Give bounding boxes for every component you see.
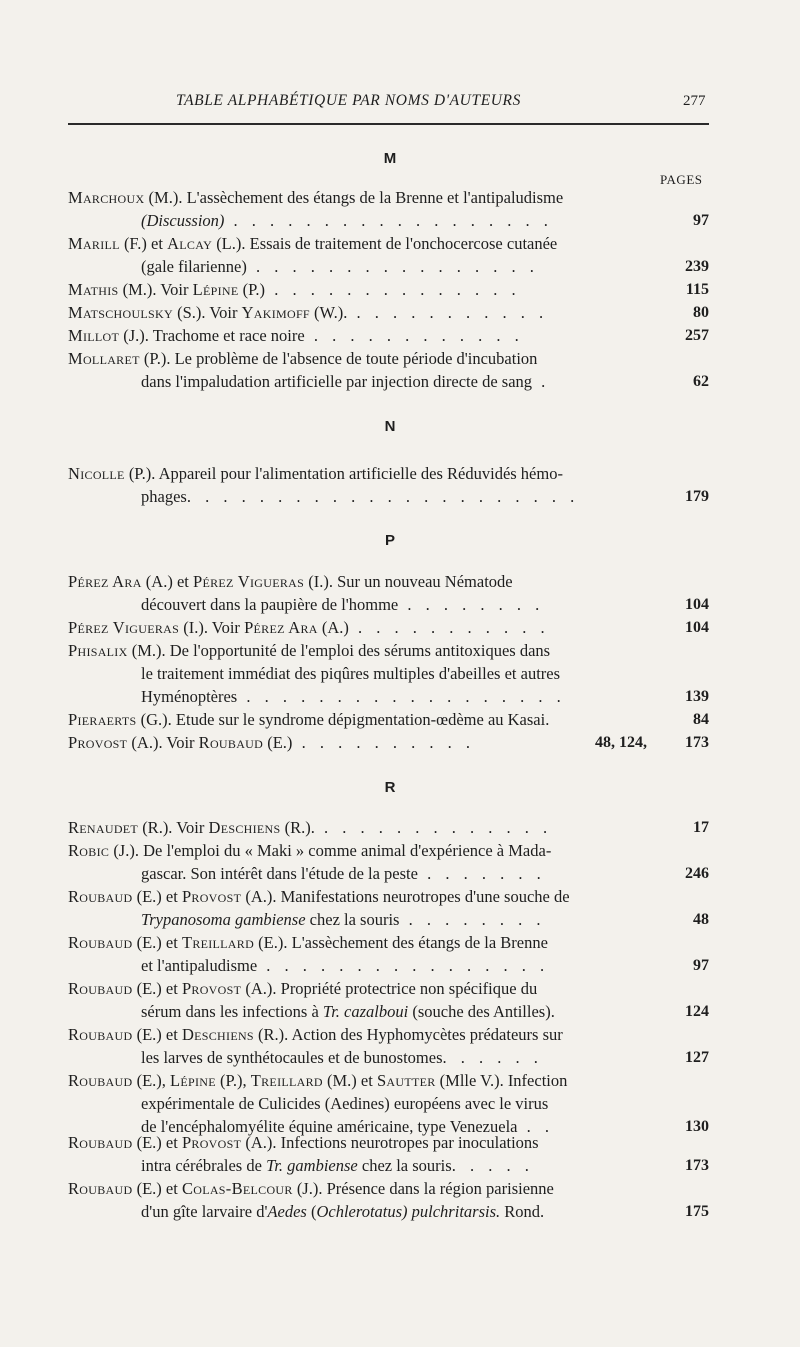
page-ref: 115: [685, 281, 709, 298]
entry-line: [68, 1023, 668, 1046]
page-ref: 239: [685, 258, 709, 275]
entry-text: Ochlerotatus) pulchritarsis.: [316, 1202, 501, 1221]
entry-text: Sautter: [376, 1071, 436, 1090]
entry-text: (R.).: [280, 818, 315, 837]
entry-text: (Mlle V.). Infection: [435, 1071, 568, 1090]
entry-line: [68, 731, 548, 754]
entry-text: (L.). Essais de traitement de l'onchocercose cutanée: [212, 234, 558, 253]
entry-line: [141, 370, 668, 393]
entry-text: dans l'impaludation artificielle par injection directe de sang: [141, 372, 533, 391]
entry-text: (W.).: [309, 303, 348, 322]
entry-text: (P.),: [215, 1071, 251, 1090]
entry-text: (E.). L'assèchement des étangs de la Brenne: [254, 933, 548, 952]
page-ref: 104: [685, 596, 709, 613]
entry-text: . . . . .: [451, 1156, 534, 1175]
entry-text: (J.). Présence dans la région parisienne: [292, 1179, 554, 1198]
author-name: Pérez Ara: [68, 572, 142, 591]
author-name: Roubaud: [68, 1133, 133, 1152]
page-ref: 17: [693, 819, 709, 836]
entry-text: Pérez Vigueras: [193, 572, 305, 591]
entry-text: (E.) et: [132, 1133, 182, 1152]
entry-text: gascar. Son intérêt dans l'étude de la peste: [141, 864, 418, 883]
entry-text: Hyménoptères: [141, 687, 238, 706]
author-name: Renaudet: [68, 818, 139, 837]
author-name: Mollaret: [68, 349, 140, 368]
page-ref: 257: [685, 327, 709, 344]
author-name: Roubaud: [68, 933, 133, 952]
entry-line: [141, 255, 668, 278]
page-ref: 175: [685, 1203, 709, 1220]
page-ref: 246: [685, 865, 709, 882]
author-name: Roubaud: [68, 979, 133, 998]
entry-line: [68, 839, 668, 862]
page-number: 277: [683, 93, 706, 109]
page-ref: 173: [685, 734, 709, 751]
entry-text: chez la souris: [305, 910, 400, 929]
entry-line: [141, 862, 668, 885]
entry-line: [68, 570, 668, 593]
entry-text: (M.). De l'opportunité de l'emploi des sérums antitoxiques dans: [127, 641, 551, 660]
page-ref: 84: [693, 711, 709, 728]
entry-line: [68, 462, 668, 485]
entry-line: [141, 685, 668, 708]
entry-text: . . . . . . . . . . . . . . . .: [257, 956, 550, 975]
entry-text: phages: [141, 487, 187, 506]
page-ref: 104: [685, 619, 709, 636]
page-ref: 97: [693, 212, 709, 229]
entry-line: [141, 1046, 668, 1069]
entry-text: Lépine: [192, 280, 239, 299]
entry-text: le traitement immédiat des piqûres multiples d'abeilles et autres: [141, 664, 561, 683]
entry-text: . . . . . . .: [417, 864, 546, 883]
page-ref: 80: [693, 304, 709, 321]
author-name: Roubaud: [68, 887, 133, 906]
entry-text: (E.) et: [132, 979, 182, 998]
author-name: Provost: [68, 733, 128, 752]
author-name: Roubaud: [68, 1025, 133, 1044]
page-ref: 48: [693, 911, 709, 928]
entry-text: (F.) et: [119, 234, 168, 253]
entry-text: . . . . . . . . . . . .: [304, 326, 524, 345]
entry-line: [68, 1177, 668, 1200]
entry-line: [68, 616, 668, 639]
author-name: Roubaud: [68, 1179, 133, 1198]
entry-text: . . . . . . . . . . . . . . . . . .: [237, 687, 566, 706]
entry-line: [68, 1131, 668, 1154]
running-head: [0, 92, 800, 112]
entry-line: [68, 977, 668, 1000]
running-title: TABLE ALPHABÉTIQUE PAR NOMS D'AUTEURS: [176, 92, 521, 109]
entry-text: intra cérébrales de: [141, 1156, 267, 1175]
entry-text: (P.): [238, 280, 266, 299]
entry-text: Trypanosoma gambiense: [141, 910, 306, 929]
author-name: Matschoulsky: [68, 303, 173, 322]
entry-text: Roubaud: [198, 733, 264, 752]
author-name: Marchoux: [68, 188, 145, 207]
section-letter-n: N: [384, 418, 396, 435]
entry-text: (A.): [317, 618, 349, 637]
entry-text: Colas-Belcour: [181, 1179, 293, 1198]
entry-text: . . . . . . . . . . . . . . . . . . . . . .: [186, 487, 580, 506]
entry-text: (E.) et: [132, 933, 182, 952]
entry-text: (A.). Propriété protectrice non spécifique du: [241, 979, 538, 998]
author-name: Robic: [68, 841, 110, 860]
page-ref: 62: [693, 373, 709, 390]
entry-text: . . . . . . . . . . . . .: [314, 818, 553, 837]
entry-text: (I.). Voir: [179, 618, 245, 637]
page-ref: 124: [685, 1003, 709, 1020]
entry-text: Alcay: [167, 234, 213, 253]
entry-text: (gale filarienne): [141, 257, 247, 276]
entry-line: (Discussion) . . . . . . . . . . . . . . . . . .: [141, 211, 553, 230]
author-name: Marill: [68, 234, 120, 253]
entry-text: (A.) et: [141, 572, 193, 591]
entry-line: [141, 485, 668, 508]
author-name: Mathis: [68, 280, 119, 299]
entry-text: sérum dans les infections à: [141, 1002, 323, 1021]
entry-text: . . . . . . . . . . . . . .: [265, 280, 521, 299]
entry-text: d'un gîte larvaire d': [141, 1202, 268, 1221]
entry-text: Tr. gambiense: [266, 1156, 358, 1175]
entry-text: . . . . . . . . . .: [292, 733, 475, 752]
entry-text: Deschiens: [208, 818, 281, 837]
entry-text: Provost: [181, 887, 242, 906]
author-name: Pieraerts: [68, 710, 137, 729]
entry-line: [68, 1069, 709, 1092]
entry-text: (E.),: [132, 1071, 171, 1090]
entry-line: [141, 1200, 668, 1223]
entry-text: (E.) et: [132, 1179, 182, 1198]
entry-text: (M.) et: [322, 1071, 377, 1090]
entry-text: Tr. cazalboui: [322, 1002, 409, 1021]
entry-line: [68, 639, 668, 662]
entry-text: de l'encéphalomyélite équine américaine, type Venezuela: [141, 1117, 518, 1136]
entry-line: [141, 1154, 668, 1177]
entry-line: [68, 301, 668, 324]
entry-text: . . . . . . . . . . .: [347, 303, 549, 322]
entry-text: Rond.: [500, 1202, 545, 1221]
author-name: Phisalix: [68, 641, 128, 660]
entry-line: [141, 954, 668, 977]
entry-text: (R.). Action des Hyphomycètes prédateurs sur: [253, 1025, 563, 1044]
entry-text: (A.). Voir: [127, 733, 199, 752]
author-name: Roubaud: [68, 1071, 133, 1090]
entry-line: [68, 885, 668, 908]
entry-text: (E.): [263, 733, 293, 752]
entry-line: [141, 593, 668, 616]
page-ref: 173: [685, 1157, 709, 1174]
entry-text: (: [306, 1202, 317, 1221]
entry-text: Deschiens: [181, 1025, 254, 1044]
section-letter-m: M: [383, 150, 397, 167]
entry-text: Provost: [181, 1133, 242, 1152]
entry-text: (J.). Trachome et race noire: [119, 326, 305, 345]
entry-text: . . . . . . . . . . . . . . . .: [246, 257, 539, 276]
entry-line: [68, 816, 668, 839]
page-ref: 179: [685, 488, 709, 505]
section-letter-p: P: [384, 532, 395, 549]
entry-text: (I.). Sur un nouveau Nématode: [304, 572, 513, 591]
pages-column-label: PAGES: [660, 172, 703, 187]
entry-text: les larves de synthétocaules et de bunostomes: [141, 1048, 443, 1067]
entry-text: (G.). Etude sur le syndrome dépigmentation-œdème au Kasai.: [136, 710, 550, 729]
entry-line: [68, 708, 668, 731]
entry-text: Aedes: [267, 1202, 307, 1221]
entry-text: Treillard: [181, 933, 255, 952]
entry-text: .: [532, 372, 551, 391]
page-ref: 48, 124,: [595, 734, 647, 751]
entry-line: [141, 1000, 668, 1023]
author-name: Pérez Vigueras: [68, 618, 180, 637]
entry-text: (A.). Manifestations neurotropes d'une souche de: [241, 887, 570, 906]
entry-line: [141, 1092, 709, 1115]
entry-text: (J.). De l'emploi du « Maki » comme animal d'expérience à Mada-: [109, 841, 552, 860]
entry-text: chez la souris: [357, 1156, 452, 1175]
section-letter-r: R: [384, 779, 396, 796]
author-name: Millot: [68, 326, 120, 345]
entry-line: [68, 931, 668, 954]
entry-text: . . . . . . . .: [399, 910, 546, 929]
entry-text: (S.). Voir: [172, 303, 242, 322]
entry-text: . . . . . .: [442, 1048, 543, 1067]
entry-line: [141, 908, 668, 931]
entry-text: Lépine: [170, 1071, 216, 1090]
entry-text: Pérez Ara: [244, 618, 318, 637]
entry-line: Marchoux (M.). L'assèchement des étangs de la Brenne et l'antipaludisme: [68, 188, 564, 207]
page-ref: 97: [693, 957, 709, 974]
entry-text: Yakimoff: [241, 303, 310, 322]
entry-text: (R.). Voir: [138, 818, 209, 837]
entry-text: Treillard: [250, 1071, 323, 1090]
entry-line: [68, 347, 668, 370]
entry-text: Provost: [181, 979, 242, 998]
entry-text: (E.) et: [132, 887, 182, 906]
entry-line: [68, 324, 668, 347]
page-ref: 139: [685, 688, 709, 705]
page-ref: 130: [685, 1118, 709, 1135]
entry-text: (E.) et: [132, 1025, 182, 1044]
entry-text: (M.). Voir: [118, 280, 193, 299]
entry-text: découvert dans la paupière de l'homme: [141, 595, 399, 614]
entry-text: (P.). Appareil pour l'alimentation artificielle des Réduvidés hémo-: [124, 464, 563, 483]
entry-line: [141, 662, 668, 685]
entry-text: et l'antipaludisme: [141, 956, 258, 975]
page-ref: 127: [685, 1049, 709, 1066]
header-rule: [68, 123, 709, 125]
entry-line: [68, 278, 668, 301]
entry-line: [68, 232, 668, 255]
entry-text: expérimentale de Culicides (Aedines) européens avec le virus: [141, 1094, 549, 1113]
entry-text: (A.). Infections neurotropes par inoculations: [241, 1133, 539, 1152]
entry-text: . . . . . . . . . . .: [348, 618, 550, 637]
entry-text: . .: [517, 1117, 554, 1136]
entry-text: . . . . . . . .: [398, 595, 545, 614]
entry-text: (souche des Antilles).: [408, 1002, 555, 1021]
author-name: Nicolle: [68, 464, 125, 483]
entry-text: (P.). Le problème de l'absence de toute période d'incubation: [139, 349, 538, 368]
